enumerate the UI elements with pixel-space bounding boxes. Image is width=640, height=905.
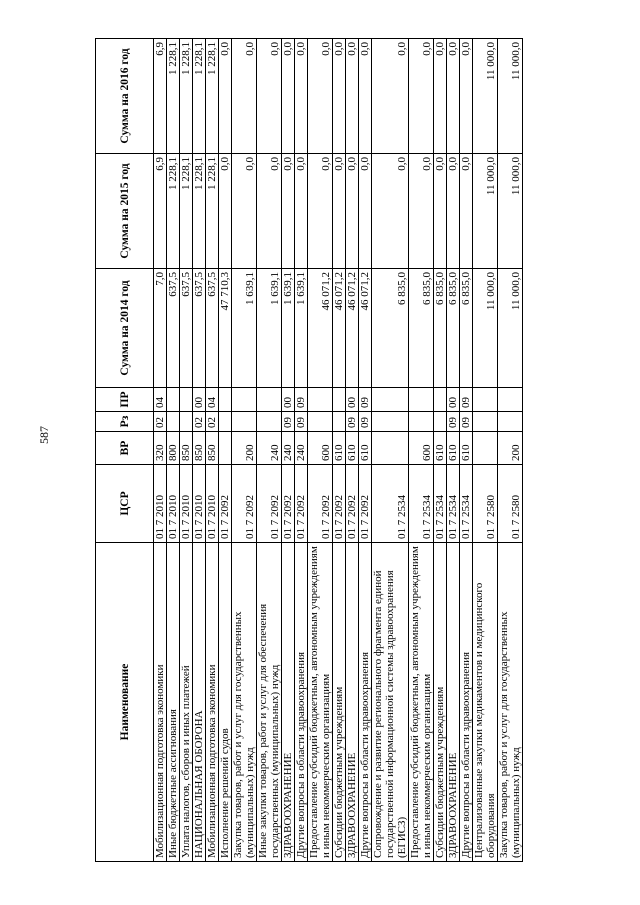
cell-vr: 850 [180, 432, 193, 465]
cell-sum-2014: 637,5 [180, 269, 193, 388]
cell-csr: 01 7 2092 [257, 465, 282, 543]
cell-sum-2016: 0,0 [232, 39, 257, 154]
cell-csr: 01 7 2092 [346, 465, 359, 543]
cell-name: Закупка товаров, работ и услуг для государственных (муниципальных) нужд [498, 543, 523, 862]
cell-sum-2015: 1 228,1 [193, 154, 206, 269]
table-row [167, 39, 180, 862]
cell-csr: 01 7 2010 [206, 465, 219, 543]
cell-name: ЗДРАВООХРАНЕНИЕ [282, 543, 295, 862]
table-row [333, 39, 346, 862]
cell-rz: 09 [282, 412, 295, 432]
cell-pr: 00 [193, 388, 206, 412]
cell-vr: 610 [434, 432, 447, 465]
cell-sum-2014: 1 639,1 [282, 269, 295, 388]
cell-csr: 01 7 2580 [498, 465, 523, 543]
cell-sum-2014: 1 639,1 [232, 269, 257, 388]
cell-sum-2014: 1 639,1 [257, 269, 282, 388]
cell-csr: 01 7 2010 [167, 465, 180, 543]
cell-sum-2014: 6 835,0 [372, 269, 409, 388]
table-row [206, 39, 219, 862]
cell-sum-2015: 0,0 [219, 154, 232, 269]
cell-vr: 610 [460, 432, 473, 465]
cell-vr: 240 [257, 432, 282, 465]
cell-rz [372, 412, 409, 432]
cell-rz [180, 412, 193, 432]
cell-pr: 04 [154, 388, 167, 412]
cell-sum-2015: 0,0 [460, 154, 473, 269]
cell-pr: 09 [460, 388, 473, 412]
cell-csr: 01 7 2534 [409, 465, 434, 543]
cell-vr: 600 [308, 432, 333, 465]
cell-sum-2016: 0,0 [282, 39, 295, 154]
header-name: Наименование [96, 543, 154, 862]
cell-csr: 01 7 2092 [333, 465, 346, 543]
table-header-row [96, 39, 154, 862]
cell-name: Предоставление субсидий бюджетным, автономным учреждениям и иным некоммерческим организациям [409, 543, 434, 862]
cell-sum-2016: 0,0 [372, 39, 409, 154]
cell-sum-2016: 0,0 [346, 39, 359, 154]
cell-rz: 09 [359, 412, 372, 432]
cell-sum-2016: 0,0 [257, 39, 282, 154]
cell-sum-2014: 6 835,0 [460, 269, 473, 388]
cell-sum-2015: 1 228,1 [180, 154, 193, 269]
cell-vr: 850 [193, 432, 206, 465]
cell-name: Мобилизационная подготовка экономики [154, 543, 167, 862]
cell-name: ЗДРАВООХРАНЕНИЕ [346, 543, 359, 862]
cell-vr [372, 432, 409, 465]
cell-name: Исполнение решений судов [219, 543, 232, 862]
cell-name: Предоставление субсидий бюджетным, автономным учреждениям и иным некоммерческим организациям [308, 543, 333, 862]
cell-sum-2016: 11 000,0 [498, 39, 523, 154]
header-rz: Рз [96, 412, 154, 432]
table-row [346, 39, 359, 862]
header-csr: ЦСР [96, 465, 154, 543]
cell-pr: 00 [346, 388, 359, 412]
cell-sum-2014: 637,5 [193, 269, 206, 388]
cell-csr: 01 7 2534 [447, 465, 460, 543]
cell-sum-2015: 1 228,1 [206, 154, 219, 269]
cell-name: НАЦИОНАЛЬНАЯ ОБОРОНА [193, 543, 206, 862]
cell-rz [308, 412, 333, 432]
cell-vr: 240 [282, 432, 295, 465]
cell-vr: 800 [167, 432, 180, 465]
cell-sum-2014: 46 071,2 [333, 269, 346, 388]
cell-name: Закупка товаров, работ и услуг для государственных (муниципальных) нужд [232, 543, 257, 862]
cell-name: Иные бюджетные ассигнования [167, 543, 180, 862]
cell-rz: 02 [206, 412, 219, 432]
cell-name: Субсидии бюджетным учреждениям [434, 543, 447, 862]
cell-sum-2016: 0,0 [333, 39, 346, 154]
budget-table-rotated [95, 39, 523, 862]
cell-sum-2014: 47 710,3 [219, 269, 232, 388]
cell-rz [219, 412, 232, 432]
cell-pr [167, 388, 180, 412]
header-sum-2016: Сумма на 2016 год [96, 39, 154, 154]
cell-pr [434, 388, 447, 412]
cell-vr: 320 [154, 432, 167, 465]
cell-name: Уплата налогов, сборов и иных платежей [180, 543, 193, 862]
cell-pr: 04 [206, 388, 219, 412]
cell-rz [257, 412, 282, 432]
cell-vr: 610 [447, 432, 460, 465]
cell-sum-2016: 1 228,1 [167, 39, 180, 154]
cell-sum-2015: 0,0 [308, 154, 333, 269]
cell-sum-2015: 11 000,0 [473, 154, 498, 269]
cell-sum-2014: 637,5 [206, 269, 219, 388]
header-sum-2015: Сумма на 2015 год [96, 154, 154, 269]
table-row [372, 39, 409, 862]
cell-rz [434, 412, 447, 432]
cell-sum-2015: 0,0 [434, 154, 447, 269]
cell-sum-2015: 0,0 [359, 154, 372, 269]
cell-csr: 01 7 2534 [460, 465, 473, 543]
cell-name: Сопровождение и развитие регионального фрагмента единой государственной информационной системы здравоохранения (ЕГИСЗ) [372, 543, 409, 862]
cell-pr [473, 388, 498, 412]
cell-pr [232, 388, 257, 412]
page-number: 587 [37, 426, 51, 444]
cell-sum-2016: 1 228,1 [193, 39, 206, 154]
cell-name: Другие вопросы в области здравоохранения [359, 543, 372, 862]
cell-pr: 09 [359, 388, 372, 412]
cell-csr: 01 7 2092 [232, 465, 257, 543]
cell-name: Субсидии бюджетным учреждениям [333, 543, 346, 862]
table-row [257, 39, 282, 862]
cell-sum-2014: 637,5 [167, 269, 180, 388]
cell-csr: 01 7 2010 [154, 465, 167, 543]
cell-vr [219, 432, 232, 465]
table-row [295, 39, 308, 862]
cell-sum-2014: 6 835,0 [447, 269, 460, 388]
table-row [498, 39, 523, 862]
table-row [359, 39, 372, 862]
table-row [154, 39, 167, 862]
cell-vr: 200 [498, 432, 523, 465]
cell-vr: 600 [409, 432, 434, 465]
cell-rz: 09 [295, 412, 308, 432]
cell-sum-2015: 0,0 [447, 154, 460, 269]
cell-sum-2016: 0,0 [434, 39, 447, 154]
cell-sum-2014: 11 000,0 [473, 269, 498, 388]
cell-name: Централизованные закупки медикаментов и медицинского оборудования [473, 543, 498, 862]
cell-csr: 01 7 2092 [308, 465, 333, 543]
cell-sum-2014: 46 071,2 [308, 269, 333, 388]
cell-sum-2016: 0,0 [409, 39, 434, 154]
cell-rz [498, 412, 523, 432]
cell-rz [167, 412, 180, 432]
cell-name: Иные закупки товаров, работ и услуг для обеспечения государственных (муниципальных) нужд [257, 543, 282, 862]
cell-name: Другие вопросы в области здравоохранения [460, 543, 473, 862]
cell-sum-2016: 0,0 [308, 39, 333, 154]
cell-rz: 09 [460, 412, 473, 432]
table-body [154, 39, 523, 862]
table-row [308, 39, 333, 862]
table-row [180, 39, 193, 862]
cell-sum-2016: 0,0 [219, 39, 232, 154]
cell-sum-2015: 0,0 [409, 154, 434, 269]
cell-vr: 610 [359, 432, 372, 465]
cell-vr: 610 [346, 432, 359, 465]
cell-sum-2015: 0,0 [333, 154, 346, 269]
cell-name: Мобилизационная подготовка экономики [206, 543, 219, 862]
cell-sum-2014: 1 639,1 [295, 269, 308, 388]
cell-pr [498, 388, 523, 412]
cell-rz [473, 412, 498, 432]
table-row [434, 39, 447, 862]
cell-sum-2016: 1 228,1 [180, 39, 193, 154]
table-row [193, 39, 206, 862]
cell-sum-2016: 0,0 [447, 39, 460, 154]
cell-pr: 00 [282, 388, 295, 412]
cell-sum-2015: 11 000,0 [498, 154, 523, 269]
cell-pr [257, 388, 282, 412]
cell-pr [308, 388, 333, 412]
cell-sum-2015: 0,0 [346, 154, 359, 269]
cell-pr: 09 [295, 388, 308, 412]
cell-rz [232, 412, 257, 432]
table-row [282, 39, 295, 862]
cell-csr: 01 7 2534 [434, 465, 447, 543]
cell-sum-2016: 11 000,0 [473, 39, 498, 154]
cell-sum-2014: 46 071,2 [346, 269, 359, 388]
cell-rz: 09 [447, 412, 460, 432]
cell-csr: 01 7 2092 [295, 465, 308, 543]
header-pr: ПР [96, 388, 154, 412]
cell-sum-2015: 0,0 [295, 154, 308, 269]
table-row [232, 39, 257, 862]
cell-vr: 240 [295, 432, 308, 465]
cell-sum-2016: 0,0 [295, 39, 308, 154]
cell-pr: 00 [447, 388, 460, 412]
cell-sum-2015: 6,9 [154, 154, 167, 269]
cell-name: Другие вопросы в области здравоохранения [295, 543, 308, 862]
cell-name: ЗДРАВООХРАНЕНИЕ [447, 543, 460, 862]
cell-pr [409, 388, 434, 412]
cell-sum-2015: 0,0 [257, 154, 282, 269]
cell-sum-2015: 0,0 [372, 154, 409, 269]
table-row [460, 39, 473, 862]
cell-sum-2016: 1 228,1 [206, 39, 219, 154]
table-row [409, 39, 434, 862]
cell-rz [409, 412, 434, 432]
cell-sum-2016: 0,0 [359, 39, 372, 154]
cell-sum-2015: 1 228,1 [167, 154, 180, 269]
cell-rz: 02 [193, 412, 206, 432]
cell-rz [333, 412, 346, 432]
cell-csr: 01 7 2580 [473, 465, 498, 543]
cell-vr: 200 [232, 432, 257, 465]
cell-sum-2016: 0,0 [460, 39, 473, 154]
cell-pr [333, 388, 346, 412]
cell-pr [180, 388, 193, 412]
cell-sum-2014: 7,0 [154, 269, 167, 388]
cell-csr: 01 7 2010 [193, 465, 206, 543]
cell-csr: 01 7 2534 [372, 465, 409, 543]
cell-sum-2015: 0,0 [232, 154, 257, 269]
cell-sum-2015: 0,0 [282, 154, 295, 269]
cell-sum-2016: 6,9 [154, 39, 167, 154]
cell-vr [473, 432, 498, 465]
cell-sum-2014: 6 835,0 [434, 269, 447, 388]
cell-pr [219, 388, 232, 412]
table-row [473, 39, 498, 862]
cell-rz: 09 [346, 412, 359, 432]
cell-sum-2014: 46 071,2 [359, 269, 372, 388]
header-sum-2014: Сумма на 2014 год [96, 269, 154, 388]
header-vr: ВР [96, 432, 154, 465]
cell-csr: 01 7 2092 [282, 465, 295, 543]
cell-vr: 850 [206, 432, 219, 465]
cell-sum-2014: 6 835,0 [409, 269, 434, 388]
cell-pr [372, 388, 409, 412]
cell-csr: 01 7 2092 [219, 465, 232, 543]
cell-rz: 02 [154, 412, 167, 432]
table-row [447, 39, 460, 862]
cell-vr: 610 [333, 432, 346, 465]
cell-csr: 01 7 2092 [359, 465, 372, 543]
budget-table [95, 38, 523, 862]
cell-sum-2014: 11 000,0 [498, 269, 523, 388]
cell-csr: 01 7 2010 [180, 465, 193, 543]
table-row [219, 39, 232, 862]
